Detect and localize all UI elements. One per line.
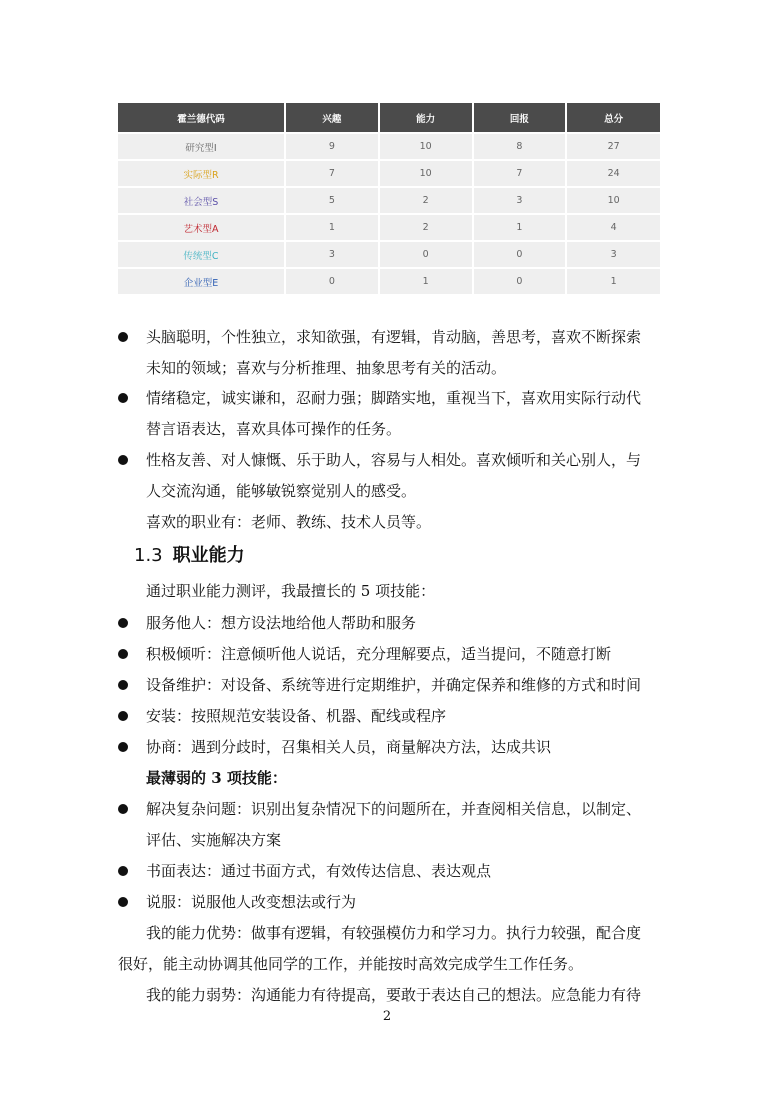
- score-cell: 3: [473, 187, 567, 214]
- table-header-cell: 兴趣: [285, 103, 379, 133]
- strength-item: 安装：按照规范安装设备、机器、配线或程序: [146, 707, 447, 725]
- bullet-icon: [118, 711, 128, 721]
- table-header-cell: 总分: [566, 103, 660, 133]
- table-header-cell: 能力: [379, 103, 473, 133]
- section-title: 职业能力: [172, 545, 245, 566]
- holland-code-cell: 实际型R: [118, 160, 285, 187]
- bullet-icon: [118, 332, 128, 342]
- weakness-item: 说服：说服他人改变想法或行为: [146, 893, 357, 911]
- score-cell: 2: [379, 214, 473, 241]
- trait-text: 头脑聪明，个性独立，求知欲强，有逻辑，肯动脑，善思考，喜欢不断探索: [146, 328, 642, 346]
- trait-text: 未知的领域；喜欢与分析推理、抽象思考有关的活动。: [146, 359, 507, 377]
- score-cell: 0: [285, 268, 379, 294]
- table-row: [118, 268, 660, 294]
- weakness-item: 评估、实施解决方案: [146, 831, 282, 849]
- trait-text: 人交流沟通，能够敏锐察觉别人的感受。: [146, 482, 417, 500]
- bullet-icon: [118, 866, 128, 876]
- holland-code-cell: 社会型S: [118, 187, 285, 214]
- score-cell: 0: [379, 241, 473, 268]
- holland-code-table: [118, 103, 660, 294]
- score-cell: 1: [473, 214, 567, 241]
- bullet-icon: [118, 897, 128, 907]
- advantage-text: 我的能力优势：做事有逻辑，有较强模仿力和学习力。执行力较强，配合度: [146, 924, 642, 942]
- strength-item: 设备维护：对设备、系统等进行定期维护，并确定保养和维修的方式和时间: [146, 676, 642, 694]
- strength-item: 积极倾听：注意倾听他人说话，充分理解要点，适当提问，不随意打断: [146, 645, 612, 663]
- trait-text: 性格友善、对人慷慨、乐于助人，容易与人相处。喜欢倾听和关心别人，与: [146, 451, 642, 469]
- page-number: 2: [382, 1009, 392, 1024]
- trait-text: 情绪稳定，诚实谦和，忍耐力强；脚踏实地，重视当下，喜欢用实际行动代: [146, 389, 642, 407]
- table-row: [118, 187, 660, 214]
- holland-code-cell: 传统型C: [118, 241, 285, 268]
- bullet-icon: [118, 649, 128, 659]
- section-heading: [134, 543, 245, 569]
- bullet-icon: [118, 804, 128, 814]
- careers-text: 喜欢的职业有：老师、教练、技术人员等。: [146, 513, 432, 531]
- trait-text: 替言语表达，喜欢具体可操作的任务。: [146, 420, 402, 438]
- holland-code-cell: 艺术型A: [118, 214, 285, 241]
- score-cell: 1: [379, 268, 473, 294]
- holland-code-cell: 研究型I: [118, 133, 285, 160]
- intro-text: 通过职业能力测评，我最擅长的 5 项技能：: [146, 582, 436, 600]
- strength-item: 协商：遇到分歧时，召集相关人员，商量解决方法，达成共识: [146, 738, 552, 756]
- table-row: [118, 214, 660, 241]
- section-number: 1.3: [134, 545, 163, 566]
- score-cell: 3: [285, 241, 379, 268]
- score-cell: 0: [473, 268, 567, 294]
- score-cell: 10: [379, 133, 473, 160]
- score-cell: 9: [285, 133, 379, 160]
- table-row: [118, 133, 660, 160]
- score-cell: 0: [473, 241, 567, 268]
- score-cell: 7: [473, 160, 567, 187]
- disadvantage-text: 我的能力弱势：沟通能力有待提高，要敢于表达自己的想法。应急能力有待: [146, 986, 642, 1004]
- bullet-icon: [118, 742, 128, 752]
- table-header-cell: 霍兰德代码: [118, 103, 285, 133]
- score-cell: 1: [285, 214, 379, 241]
- strength-item: 服务他人：想方设法地给他人帮助和服务: [146, 614, 417, 632]
- weak-skills-title: 最薄弱的 3 项技能：: [146, 769, 287, 787]
- score-cell: 2: [379, 187, 473, 214]
- weakness-item: 书面表达：通过书面方式，有效传达信息、表达观点: [146, 862, 492, 880]
- bullet-icon: [118, 455, 128, 465]
- score-cell: 4: [566, 214, 660, 241]
- advantage-text: 很好，能主动协调其他同学的工作，并能按时高效完成学生工作任务。: [118, 955, 584, 973]
- table-header-row: [118, 103, 660, 133]
- score-cell: 10: [379, 160, 473, 187]
- score-cell: 27: [566, 133, 660, 160]
- holland-code-cell: 企业型E: [118, 268, 285, 294]
- score-cell: 1: [566, 268, 660, 294]
- score-cell: 10: [566, 187, 660, 214]
- score-cell: 5: [285, 187, 379, 214]
- bullet-icon: [118, 680, 128, 690]
- bullet-icon: [118, 393, 128, 403]
- weakness-item: 解决复杂问题：识别出复杂情况下的问题所在，并查阅相关信息，以制定、: [146, 800, 642, 818]
- bullet-icon: [118, 618, 128, 628]
- table-row: [118, 241, 660, 268]
- table-row: [118, 160, 660, 187]
- table-header-cell: 回报: [473, 103, 567, 133]
- score-cell: 8: [473, 133, 567, 160]
- score-cell: 24: [566, 160, 660, 187]
- score-cell: 7: [285, 160, 379, 187]
- score-cell: 3: [566, 241, 660, 268]
